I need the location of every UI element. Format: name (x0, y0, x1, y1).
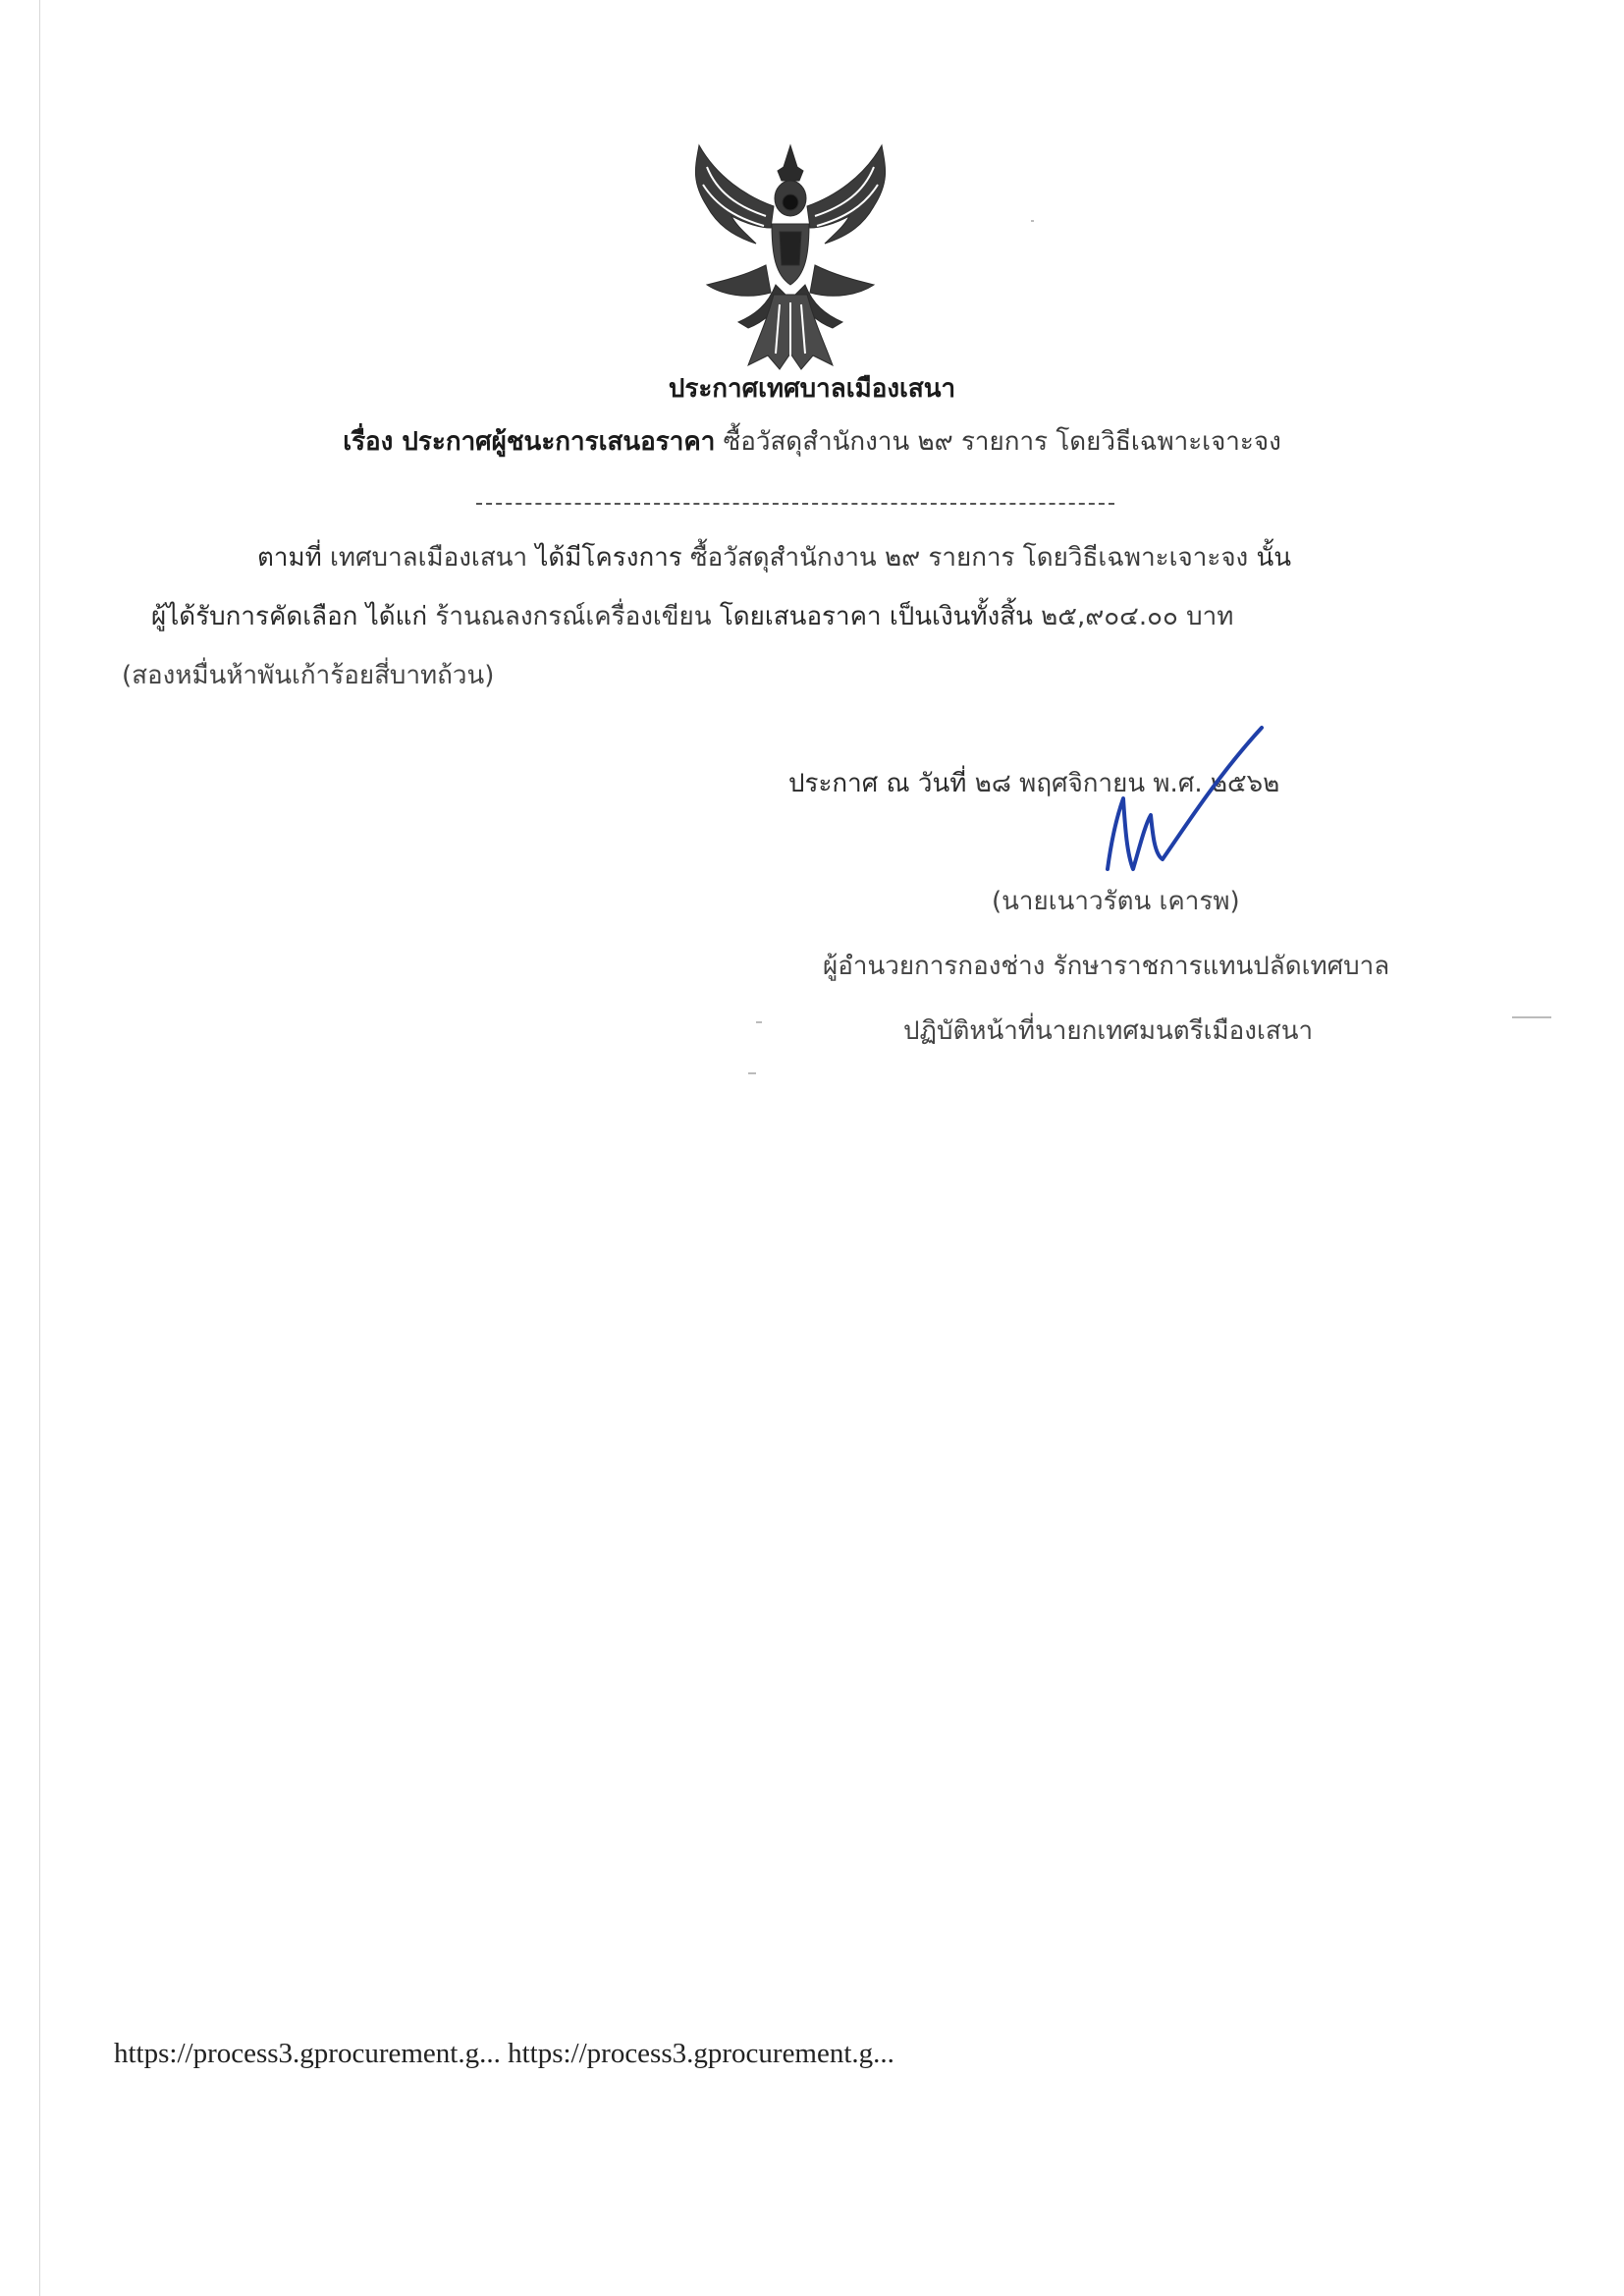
amount-in-words: (สองหมื่นห้าพันเก้าร้อยสี่บาทถ้วน) (122, 661, 495, 690)
signatory-position-1: ผู้อำนวยการกองช่าง รักษาราชการแทนปลัดเทศบาล (823, 952, 1390, 981)
body-line-2-c: โดยเสนอราคา (719, 602, 882, 631)
scan-edge (39, 0, 40, 2296)
body-line-1-c: ได้มีโครงการ (535, 543, 682, 573)
handwritten-signature-icon (1090, 722, 1276, 899)
body-line-1-d: ซื้อวัสดุสำนักงาน ๒๙ รายการ โดยวิธีเฉพาะเจาะจง (690, 543, 1249, 573)
signatory-position-2: ปฏิบัติหน้าที่นายกเทศมนตรีเมืองเสนา (903, 1016, 1314, 1046)
body-line-2-d: เป็นเงินทั้งสิ้น (889, 602, 1033, 631)
announcement-title: ประกาศเทศบาลเมืองเสนา (668, 374, 956, 404)
signatory-name: (นายเนาวรัตน เคารพ) (992, 887, 1240, 916)
dashed-divider (476, 503, 1114, 505)
date-label: ประกาศ ณ วันที่ (788, 769, 967, 798)
footer-url-text: https://process3.gprocurement.g... https://process3.gprocurement.g... (114, 2038, 894, 2069)
body-line-1-a: ตามที่ (257, 543, 322, 573)
body-line-2-b: ร้านณลงกรณ์เครื่องเขียน (435, 602, 712, 631)
body-line-2 (151, 599, 1233, 634)
subject-rest: ซื้อวัสดุสำนักงาน ๒๙ รายการ โดยวิธีเฉพาะเจาะจง (723, 427, 1281, 457)
body-line-1-b: เทศบาลเมืองเสนา (330, 543, 528, 573)
date-value: ๒๘ พฤศจิกายน พ.ศ. ๒๕๖๒ (974, 769, 1280, 798)
body-line-1 (257, 540, 1291, 575)
body-line-2-a: ผู้ได้รับการคัดเลือก ได้แก่ (151, 602, 428, 631)
garuda-emblem-icon (677, 137, 903, 373)
body-line-1-e: นั้น (1256, 543, 1292, 573)
subject-bold: เรื่อง ประกาศผู้ชนะการเสนอราคา (343, 427, 716, 457)
announcement-subject (0, 424, 1624, 460)
body-line-2-e: ๒๕,๙๐๔.๐๐ บาท (1041, 602, 1234, 631)
